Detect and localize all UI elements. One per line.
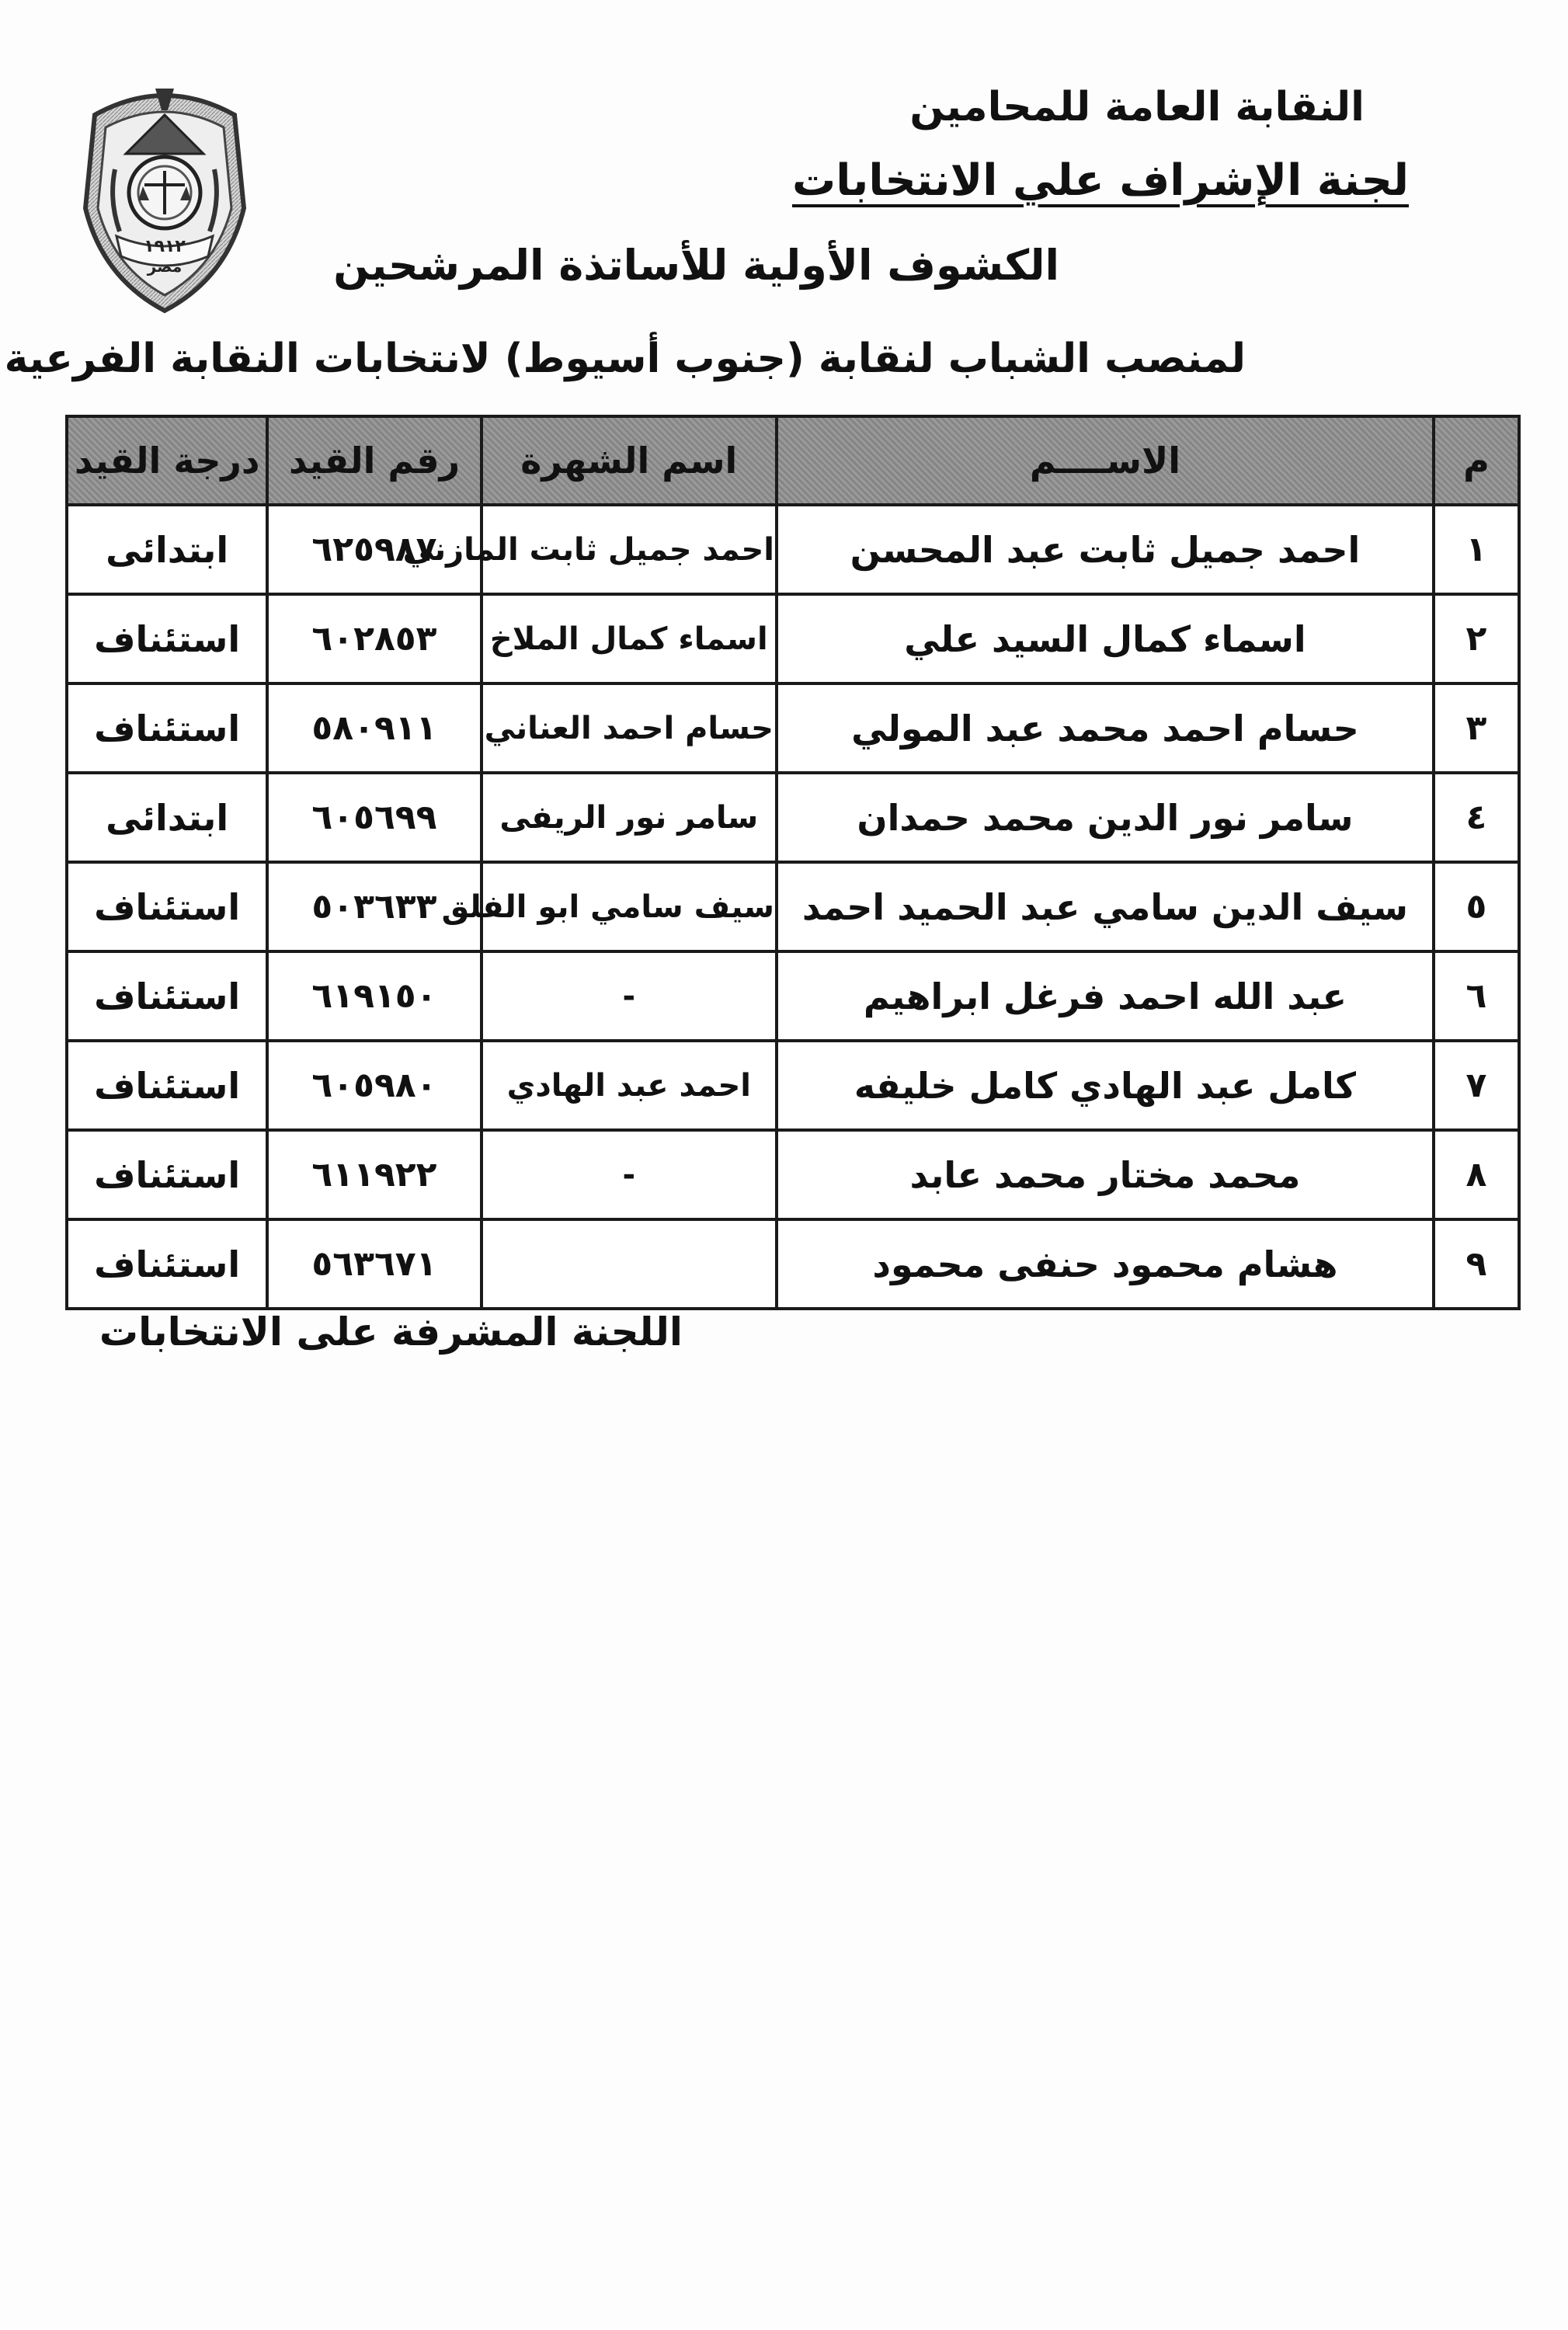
registration-grade: ابتدائى: [67, 773, 267, 862]
candidate-nickname: احمد عبد الهادي: [482, 1041, 777, 1130]
registration-grade: استئناف: [67, 1130, 267, 1219]
table-row: [67, 773, 1519, 862]
candidate-name: احمد جميل ثابت عبد المحسن: [777, 505, 1434, 594]
committee-name: لجنة الإشراف علي الانتخابات: [791, 155, 1409, 206]
column-header-grade: درجة القيد: [67, 416, 267, 505]
registration-number: ٦١٩١٥٠: [267, 951, 481, 1041]
table-row: [67, 683, 1519, 773]
document-title: الكشوف الأولية للأساتذة المرشحين: [333, 241, 1059, 290]
registration-grade: استئناف: [67, 1041, 267, 1130]
row-number: ٦: [1434, 951, 1519, 1041]
row-number: ٣: [1434, 683, 1519, 773]
organization-name: النقابة العامة للمحامين: [909, 84, 1365, 130]
registration-number: ٦١١٩٢٢: [267, 1130, 481, 1219]
emblem-country: مصر: [147, 257, 183, 276]
column-header-num: م: [1434, 416, 1519, 505]
row-number: ٤: [1434, 773, 1519, 862]
candidate-name: عبد الله احمد فرغل ابراهيم: [777, 951, 1434, 1041]
table-row: [67, 594, 1519, 683]
row-number: ٩: [1434, 1219, 1519, 1309]
registration-grade: استئناف: [67, 951, 267, 1041]
table-row: [67, 1219, 1519, 1309]
table-row: [67, 862, 1519, 951]
candidate-nickname: سيف سامي ابو الفلق: [482, 862, 777, 951]
candidate-nickname: احمد جميل ثابت المازني: [482, 505, 777, 594]
registration-number: ٦٠٢٨٥٣: [267, 594, 481, 683]
registration-number: ٦٢٥٩٨٧: [267, 505, 481, 594]
candidate-nickname: -: [482, 951, 777, 1041]
registration-grade: استئناف: [67, 862, 267, 951]
registration-grade: استئناف: [67, 683, 267, 773]
table-row: [67, 951, 1519, 1041]
candidate-name: كامل عبد الهادي كامل خليفه: [777, 1041, 1434, 1130]
document-subtitle: لمنصب الشباب لنقابة (جنوب أسيوط) لانتخابات النقابة الفرعية: [4, 336, 1246, 382]
candidate-nickname: اسماء كمال الملاخ: [482, 594, 777, 683]
candidate-name: محمد مختار محمد عابد: [777, 1130, 1434, 1219]
candidate-nickname: حسام احمد العناني: [482, 683, 777, 773]
registration-grade: ابتدائى: [67, 505, 267, 594]
table-row: [67, 505, 1519, 594]
row-number: ٢: [1434, 594, 1519, 683]
registration-number: ٥٠٣٦٣٣: [267, 862, 481, 951]
row-number: ٧: [1434, 1041, 1519, 1130]
table-row: [67, 1130, 1519, 1219]
registration-number: ٦٠٥٦٩٩: [267, 773, 481, 862]
column-header-registration: رقم القيد: [267, 416, 481, 505]
registration-number: ٦٠٥٩٨٠: [267, 1041, 481, 1130]
row-number: ١: [1434, 505, 1519, 594]
bar-association-emblem-icon: [71, 84, 258, 317]
table-header-row: [67, 416, 1519, 505]
column-header-nickname: اسم الشهرة: [482, 416, 777, 505]
registration-number: ٥٦٣٦٧١: [267, 1219, 481, 1309]
candidate-name: هشام محمود حنفى محمود: [777, 1219, 1434, 1309]
candidate-name: سيف الدين سامي عبد الحميد احمد: [777, 862, 1434, 951]
candidate-name: حسام احمد محمد عبد المولي: [777, 683, 1434, 773]
candidate-nickname: سامر نور الريفى: [482, 773, 777, 862]
table-row: [67, 1041, 1519, 1130]
candidate-name: سامر نور الدين محمد حمدان: [777, 773, 1434, 862]
candidate-nickname: [482, 1219, 777, 1309]
candidate-nickname: -: [482, 1130, 777, 1219]
row-number: ٨: [1434, 1130, 1519, 1219]
registration-grade: استئناف: [67, 1219, 267, 1309]
column-header-name: الاســــم: [777, 416, 1434, 505]
candidates-table: [65, 415, 1521, 1310]
registration-number: ٥٨٠٩١١: [267, 683, 481, 773]
candidate-name: اسماء كمال السيد علي: [777, 594, 1434, 683]
row-number: ٥: [1434, 862, 1519, 951]
registration-grade: استئناف: [67, 594, 267, 683]
emblem-year: ١٩١٢: [144, 237, 186, 256]
supervising-committee-signature: اللجنة المشرفة على الانتخابات: [99, 1309, 683, 1355]
